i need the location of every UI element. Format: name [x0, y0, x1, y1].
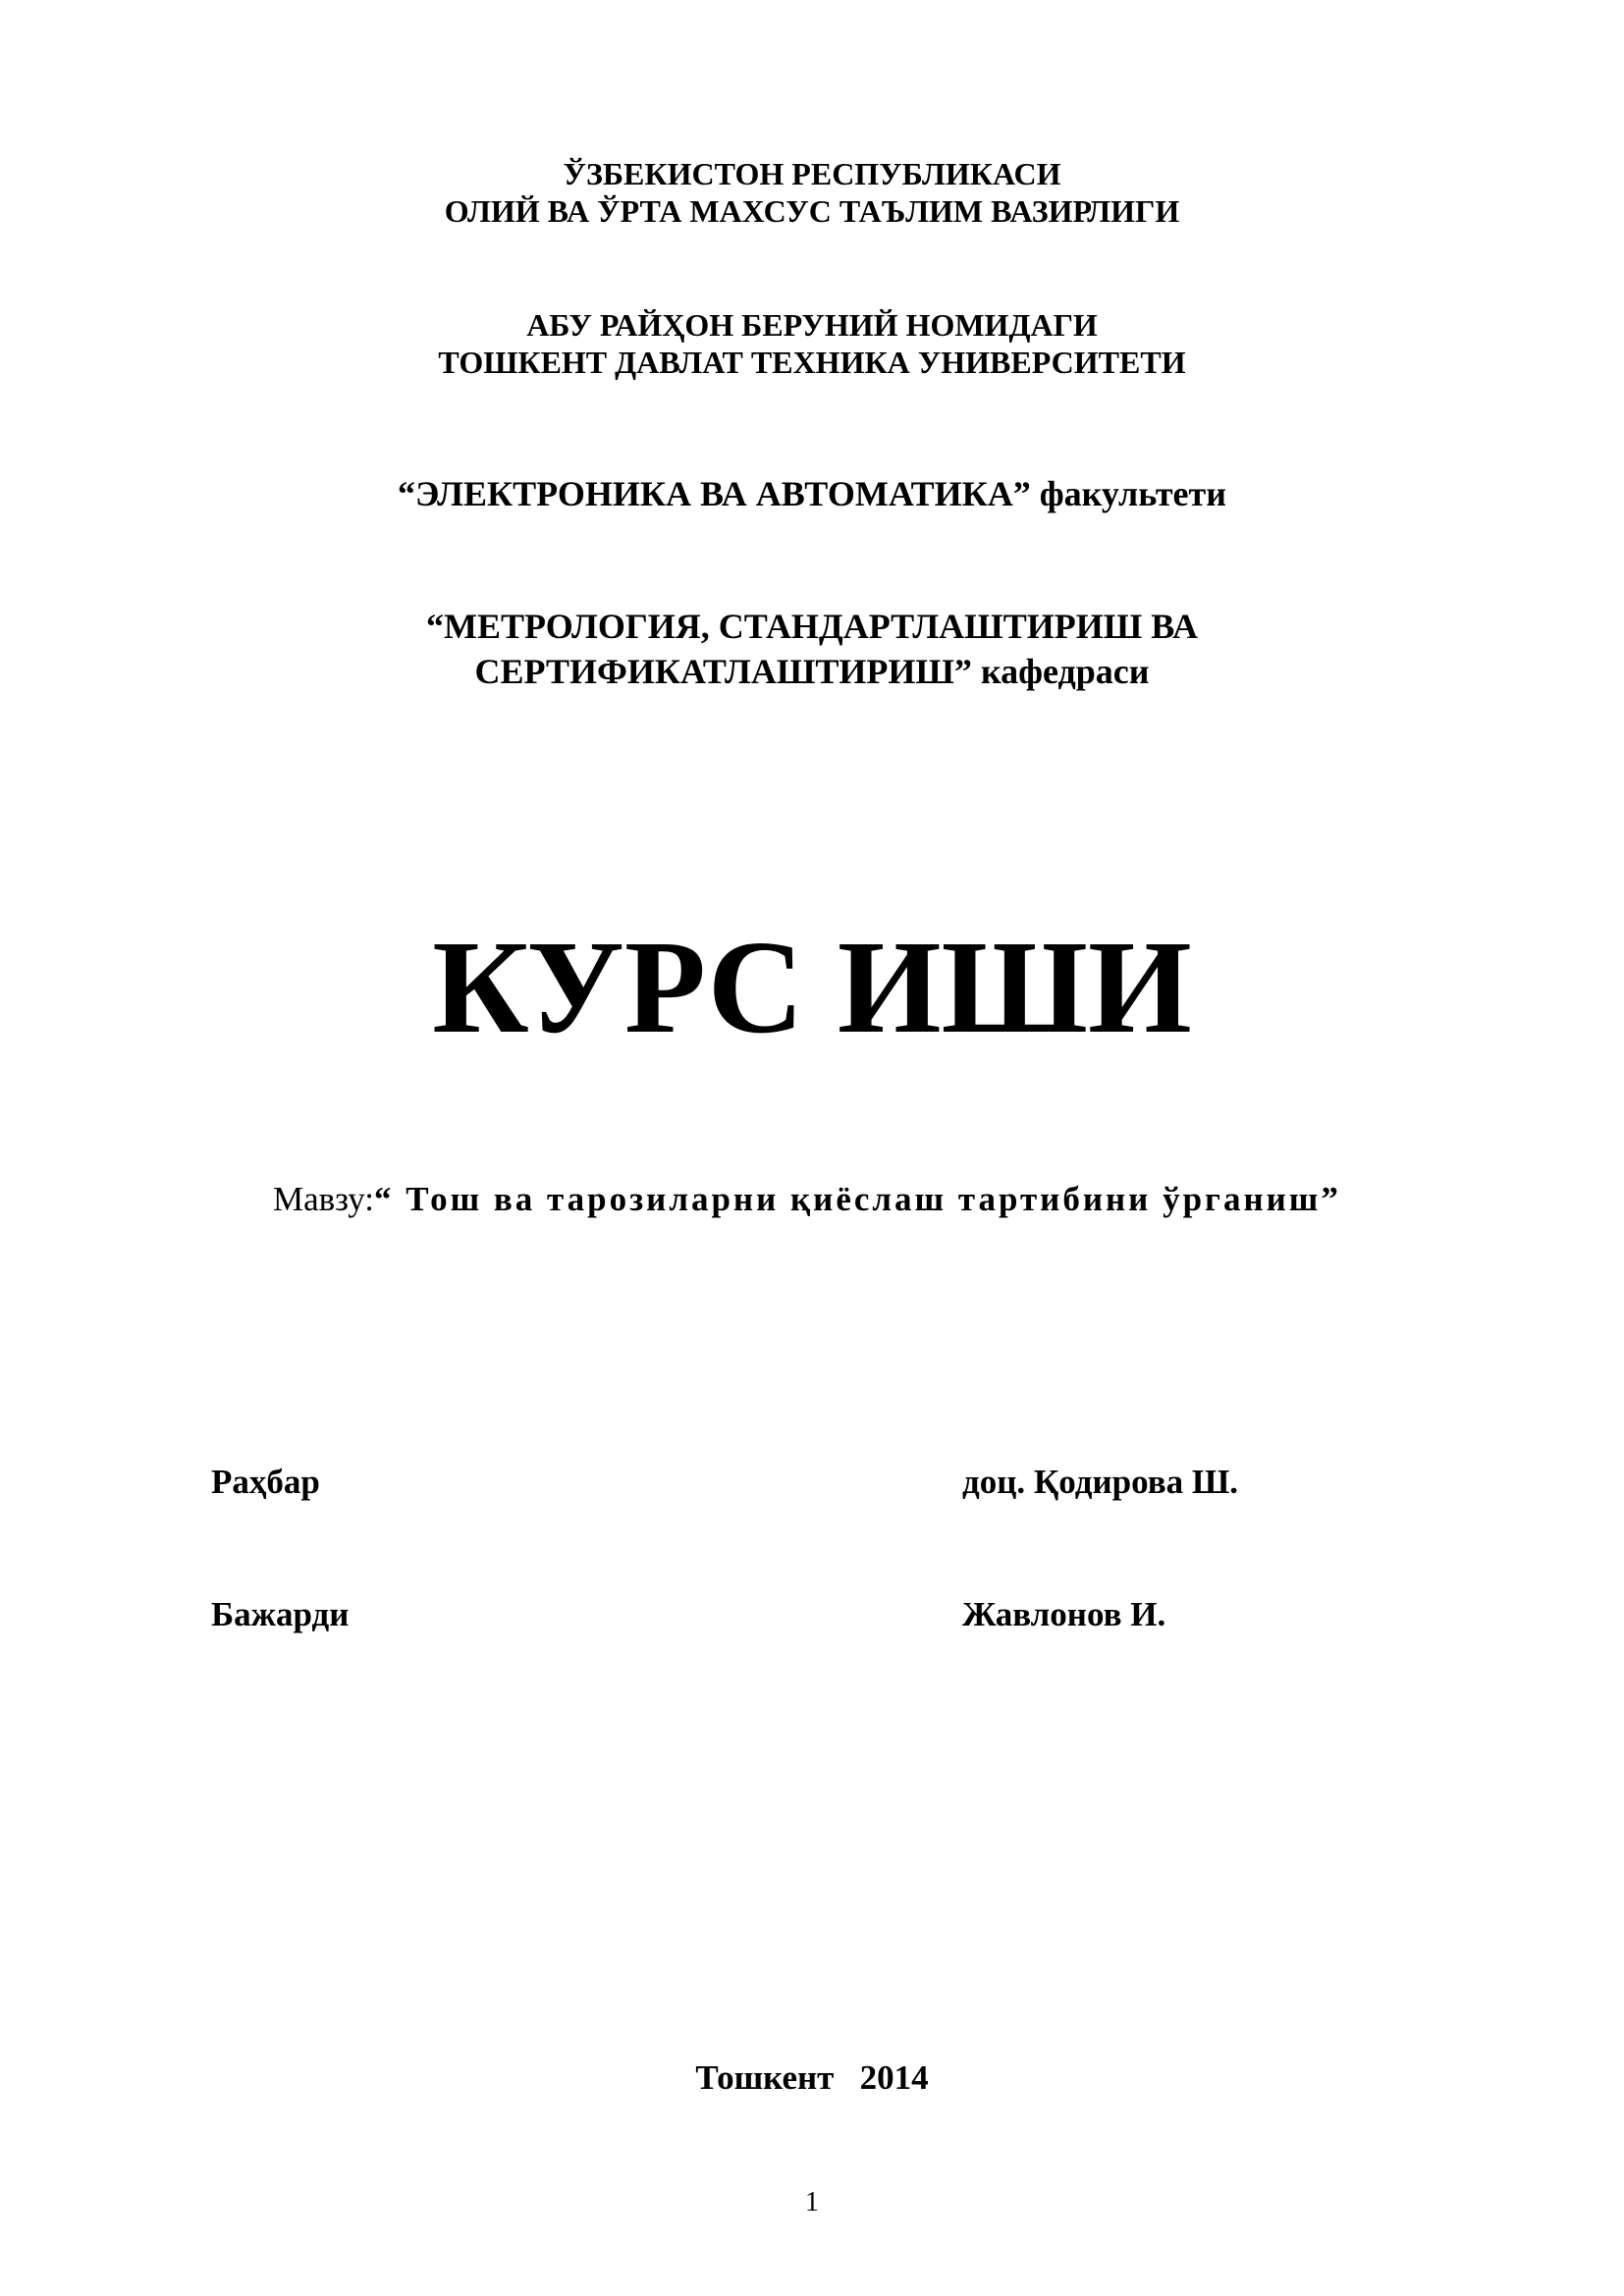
university-line-2: ТОШКЕНТ ДАВЛАТ ТЕХНИКА УНИВЕРСИТЕТИ [438, 345, 1186, 380]
department-line-1: “МЕТРОЛОГИЯ, СТАНДАРТЛАШТИРИШ ВА [426, 607, 1198, 646]
document-title: КУРС ИШИ [432, 914, 1192, 1061]
author-label: Бажарди [211, 1595, 350, 1633]
department-word: кафедраси [980, 652, 1150, 691]
ministry-line-2: ОЛИЙ ВА ЎРТА МАХСУС ТАЪЛИМ ВАЗИРЛИГИ [444, 193, 1180, 229]
supervisor-name: доц. Қодирова Ш. [962, 1463, 1239, 1501]
topic-line [273, 1178, 1341, 1221]
topic-subject: “ Тош ва тарозиларни қиёслаш тартибини ўрганиш” [374, 1180, 1341, 1218]
faculty-name: “ЭЛЕКТРОНИКА ВА АВТОМАТИКА” [398, 474, 1031, 513]
page-number: 1 [805, 2187, 819, 2217]
city-year: Тошкент 2014 [695, 2058, 929, 2097]
faculty-line [0, 472, 1624, 515]
faculty-word: факультети [1039, 474, 1226, 513]
ministry-line-1: ЎЗБЕКИСТОН РЕСПУБЛИКАСИ [563, 156, 1061, 191]
department-name: СЕРТИФИКАТЛАШТИРИШ” [474, 652, 972, 691]
author-name: Жавлонов И. [962, 1595, 1166, 1633]
topic-label: Мавзу: [273, 1180, 375, 1218]
university-line-1: АБУ РАЙҲОН БЕРУНИЙ НОМИДАГИ [526, 307, 1098, 343]
department-line-2 [0, 650, 1624, 693]
supervisor-label: Раҳбар [211, 1463, 320, 1501]
